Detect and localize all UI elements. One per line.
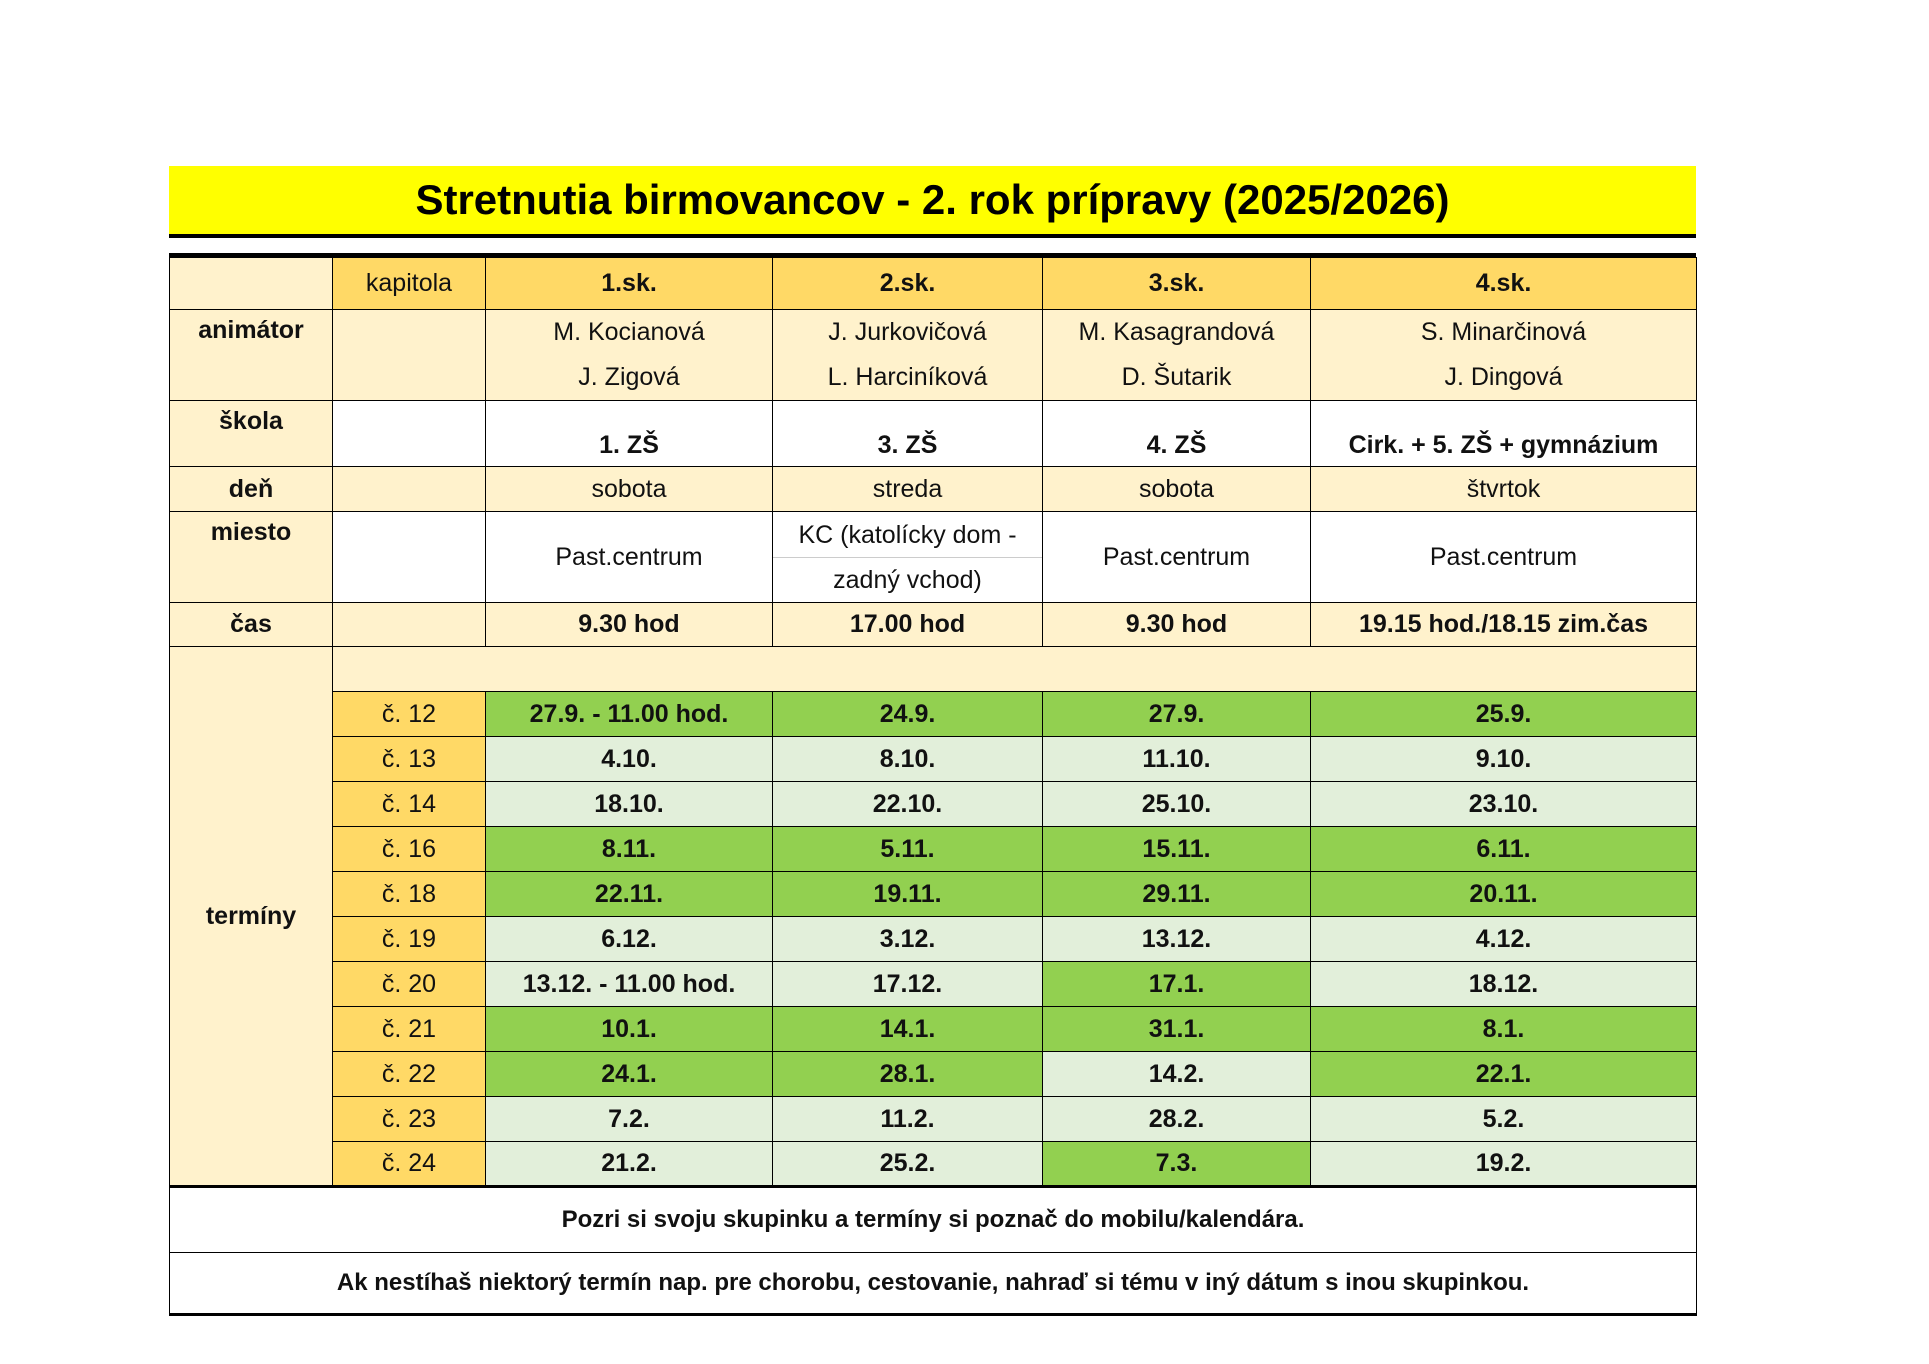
animator-cell xyxy=(486,310,773,401)
date-cell: 3.12. xyxy=(773,917,1043,962)
date-cell: 14.2. xyxy=(1043,1052,1311,1097)
time-cell: 17.00 hod xyxy=(773,603,1043,647)
school-cell: 4. ZŠ xyxy=(1043,401,1311,467)
date-cell: 19.2. xyxy=(1311,1142,1697,1187)
date-cell: 27.9. xyxy=(1043,692,1311,737)
date-cell: 25.2. xyxy=(773,1142,1043,1187)
animator-name: J. Zigová xyxy=(578,363,680,391)
date-cell: 11.10. xyxy=(1043,737,1311,782)
date-cell: 22.1. xyxy=(1311,1052,1697,1097)
chapter-cell: č. 12 xyxy=(333,692,486,737)
time-row xyxy=(170,603,1697,647)
date-cell: 28.1. xyxy=(773,1052,1043,1097)
date-cell: 20.11. xyxy=(1311,872,1697,917)
place-row xyxy=(170,512,1697,603)
date-cell: 18.10. xyxy=(486,782,773,827)
empty-cell xyxy=(333,647,1697,692)
schedule-sheet xyxy=(169,166,1696,1316)
date-cell: 23.10. xyxy=(1311,782,1697,827)
footer-note-2: Ak nestíhaš niektorý termín nap. pre chorobu, cestovanie, nahraď si tému v iný dátum s inou skupinkou. xyxy=(170,1253,1697,1315)
date-cell: 22.11. xyxy=(486,872,773,917)
chapter-cell: č. 20 xyxy=(333,962,486,1007)
place-cell: Past.centrum xyxy=(1043,512,1311,603)
chapter-cell: č. 19 xyxy=(333,917,486,962)
date-cell: 24.9. xyxy=(773,692,1043,737)
day-row xyxy=(170,467,1697,512)
corner-cell xyxy=(170,258,333,310)
schedule-row xyxy=(170,827,1697,872)
date-cell: 8.1. xyxy=(1311,1007,1697,1052)
schedule-row xyxy=(170,1007,1697,1052)
place-cell xyxy=(773,512,1043,603)
date-cell: 5.11. xyxy=(773,827,1043,872)
kapitola-header: kapitola xyxy=(333,258,486,310)
school-cell: 3. ZŠ xyxy=(773,401,1043,467)
sheet-title: Stretnutia birmovancov - 2. rok prípravy (2025/2026) xyxy=(169,166,1696,238)
time-cell: 9.30 hod xyxy=(486,603,773,647)
date-cell: 8.10. xyxy=(773,737,1043,782)
date-cell: 28.2. xyxy=(1043,1097,1311,1142)
schedule-row xyxy=(170,917,1697,962)
schedule-row xyxy=(170,1052,1697,1097)
date-cell: 21.2. xyxy=(486,1142,773,1187)
date-cell: 10.1. xyxy=(486,1007,773,1052)
date-cell: 22.10. xyxy=(773,782,1043,827)
group-1-header: 1.sk. xyxy=(486,258,773,310)
chapter-cell: č. 24 xyxy=(333,1142,486,1187)
chapter-cell: č. 16 xyxy=(333,827,486,872)
school-cell: 1. ZŠ xyxy=(486,401,773,467)
time-cell: 19.15 hod./18.15 zim.čas xyxy=(1311,603,1697,647)
schedule-row xyxy=(170,737,1697,782)
time-label: čas xyxy=(170,603,333,647)
date-cell: 14.1. xyxy=(773,1007,1043,1052)
date-cell: 13.12. xyxy=(1043,917,1311,962)
animator-name: L. Harciníková xyxy=(827,363,988,391)
animator-cell xyxy=(773,310,1043,401)
date-cell: 9.10. xyxy=(1311,737,1697,782)
date-cell: 27.9. - 11.00 hod. xyxy=(486,692,773,737)
date-cell: 8.11. xyxy=(486,827,773,872)
date-cell: 5.2. xyxy=(1311,1097,1697,1142)
empty-cell xyxy=(333,467,486,512)
date-cell: 13.12. - 11.00 hod. xyxy=(486,962,773,1007)
date-cell: 31.1. xyxy=(1043,1007,1311,1052)
place-line: KC (katolícky dom - xyxy=(773,513,1042,558)
schedule-row xyxy=(170,872,1697,917)
schedule-row xyxy=(170,1142,1697,1187)
schedule-row xyxy=(170,692,1697,737)
date-cell: 17.12. xyxy=(773,962,1043,1007)
date-cell: 25.10. xyxy=(1043,782,1311,827)
animator-name: S. Minarčinová xyxy=(1420,318,1587,346)
spacer-row xyxy=(169,238,1696,257)
animator-label: animátor xyxy=(170,310,333,401)
empty-cell xyxy=(333,512,486,603)
date-cell: 7.2. xyxy=(486,1097,773,1142)
date-cell: 19.11. xyxy=(773,872,1043,917)
day-cell: sobota xyxy=(486,467,773,512)
date-cell: 17.1. xyxy=(1043,962,1311,1007)
day-label: deň xyxy=(170,467,333,512)
chapter-cell: č. 21 xyxy=(333,1007,486,1052)
footer-note-1: Pozri si svoju skupinku a termíny si poznač do mobilu/kalendára. xyxy=(170,1187,1697,1253)
group-3-header: 3.sk. xyxy=(1043,258,1311,310)
animator-name: D. Šutarik xyxy=(1121,363,1232,391)
footer-row xyxy=(170,1253,1697,1315)
date-cell: 11.2. xyxy=(773,1097,1043,1142)
school-cell: Cirk. + 5. ZŠ + gymnázium xyxy=(1311,401,1697,467)
day-cell: štvrtok xyxy=(1311,467,1697,512)
day-cell: sobota xyxy=(1043,467,1311,512)
empty-cell xyxy=(333,401,486,467)
blank-row xyxy=(170,647,1697,692)
footer-row xyxy=(170,1187,1697,1253)
date-cell: 6.12. xyxy=(486,917,773,962)
empty-cell xyxy=(333,603,486,647)
chapter-cell: č. 13 xyxy=(333,737,486,782)
date-cell: 15.11. xyxy=(1043,827,1311,872)
time-cell: 9.30 hod xyxy=(1043,603,1311,647)
schedule-row xyxy=(170,1097,1697,1142)
date-cell: 25.9. xyxy=(1311,692,1697,737)
date-cell: 7.3. xyxy=(1043,1142,1311,1187)
animator-cell xyxy=(1311,310,1697,401)
animator-cell xyxy=(1043,310,1311,401)
chapter-cell: č. 14 xyxy=(333,782,486,827)
chapter-cell: č. 23 xyxy=(333,1097,486,1142)
animator-name: M. Kocianová xyxy=(553,318,705,346)
place-label: miesto xyxy=(170,512,333,603)
date-cell: 4.10. xyxy=(486,737,773,782)
empty-cell xyxy=(333,310,486,401)
place-line: zadný vchod) xyxy=(833,565,982,594)
date-cell: 6.11. xyxy=(1311,827,1697,872)
group-2-header: 2.sk. xyxy=(773,258,1043,310)
animator-name: M. Kasagrandová xyxy=(1078,318,1275,346)
animator-name: J. Dingová xyxy=(1444,363,1563,391)
school-row xyxy=(170,401,1697,467)
place-cell: Past.centrum xyxy=(1311,512,1697,603)
group-4-header: 4.sk. xyxy=(1311,258,1697,310)
animator-name: J. Jurkovičová xyxy=(828,318,987,346)
schedule-row xyxy=(170,782,1697,827)
date-cell: 18.12. xyxy=(1311,962,1697,1007)
date-cell: 29.11. xyxy=(1043,872,1311,917)
header-row xyxy=(170,258,1697,310)
date-cell: 4.12. xyxy=(1311,917,1697,962)
schedule-row xyxy=(170,962,1697,1007)
chapter-cell: č. 18 xyxy=(333,872,486,917)
chapter-cell: č. 22 xyxy=(333,1052,486,1097)
animator-row xyxy=(170,310,1697,401)
date-cell: 24.1. xyxy=(486,1052,773,1097)
schedule-table xyxy=(169,257,1697,1316)
place-cell: Past.centrum xyxy=(486,512,773,603)
school-label: škola xyxy=(170,401,333,467)
day-cell: streda xyxy=(773,467,1043,512)
terms-label: termíny xyxy=(170,647,333,1187)
